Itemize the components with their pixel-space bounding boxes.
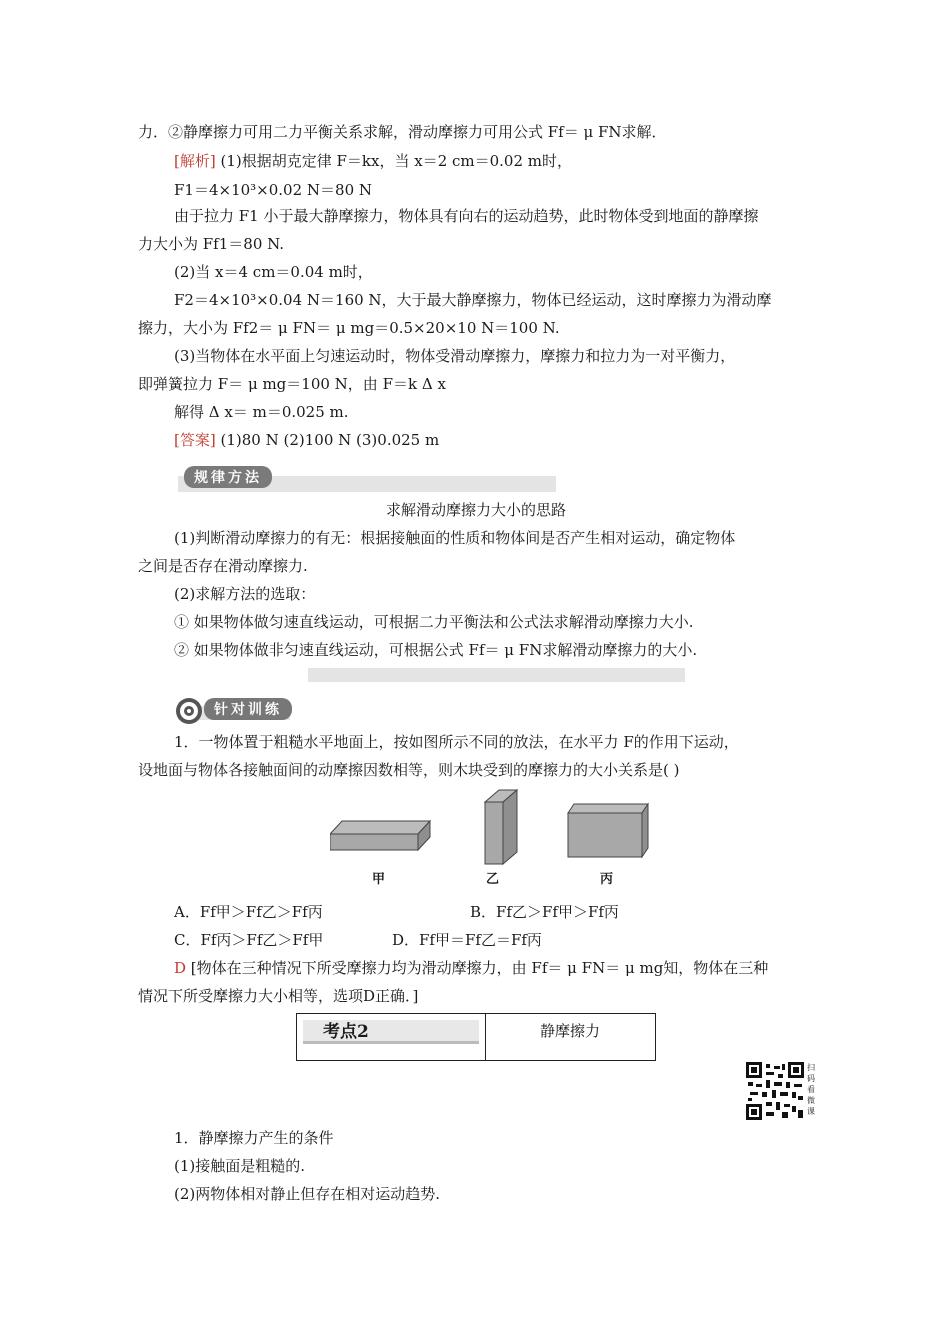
text-line: (1)接触面是粗糙的. (174, 1157, 306, 1175)
training-tag: 针对训练 (204, 698, 292, 720)
text-line: (2)求解方法的选取： (174, 585, 316, 603)
figure-label-jia: 甲 (372, 872, 386, 887)
text-line: (1)判断滑动摩擦力的有无：根据接触面的性质和物体间是否产生相对运动，确定物体 (174, 529, 736, 547)
answer-letter: D (174, 959, 187, 977)
blocks-figure (330, 786, 660, 866)
text-line: (3)当物体在水平面上匀速运动时，物体受滑动摩擦力，摩擦力和拉力为一对平衡力， (174, 347, 736, 365)
text-line: 解得 Δ x＝ m＝0.025 m. (174, 403, 349, 421)
daan-tag: [答案] (174, 431, 216, 449)
text-line: 力大小为 Ff1＝80 N. (138, 235, 285, 253)
figure-label-bing: 丙 (600, 872, 614, 887)
text-line: 由于拉力 F1 小于最大静摩擦力，物体具有向右的运动趋势，此时物体受到地面的静摩擦 (174, 207, 759, 225)
text-line: 1．静摩擦力产生的条件 (174, 1129, 334, 1147)
text-line: F1＝4×10³×0.02 N＝80 N (174, 181, 373, 199)
text-span: (1)根据胡克定律 F＝kx，当 x＝2 cm＝0.02 m时， (215, 152, 573, 170)
text-line: ① 如果物体做匀速直线运动，可根据二力平衡法和公式法求解滑动摩擦力大小. (174, 613, 694, 631)
method-title: 求解滑动摩擦力大小的思路 (385, 501, 566, 519)
answer-text: [物体在三种情况下所受摩擦力均为滑动摩擦力，由 Ff＝ μ FN＝ μ mg知，物体在三种 (186, 959, 769, 977)
method-end-bar (308, 668, 685, 682)
kaodian-tag: 考点2 (303, 1020, 479, 1044)
text-line (174, 151, 572, 171)
text-line: (2)两物体相对静止但存在相对运动趋势. (174, 1185, 441, 1203)
text-span: (1)80 N (2)100 N (3)0.025 m (215, 431, 440, 449)
text-line: 即弹簧拉力 F＝ μ mg＝100 N，由 F＝k Δ x (138, 375, 446, 393)
figure-label-yi: 乙 (486, 872, 500, 887)
block-bing (568, 804, 648, 857)
option-c: C．Ff丙＞Ff乙＞Ff甲 (174, 931, 324, 949)
text-line: 力．②静摩擦力可用二力平衡关系求解，滑动摩擦力可用公式 Ff＝ μ FN求解． (138, 123, 667, 141)
qr-caption: 扫码看微课 (807, 1063, 815, 1116)
option-b: B．Ff乙＞Ff甲＞Ff丙 (470, 903, 619, 921)
option-a: A．Ff甲＞Ff乙＞Ff丙 (174, 903, 323, 921)
answer-line: 情况下所受摩擦力大小相等，选项D正确．] (138, 987, 419, 1005)
text-line: 之间是否存在滑动摩擦力. (138, 557, 308, 575)
answer-line (174, 958, 768, 978)
option-d: D．Ff甲＝Ff乙＝Ff丙 (392, 931, 542, 949)
target-icon (174, 696, 204, 726)
text-line (174, 430, 439, 450)
kaodian-left (297, 1014, 486, 1060)
text-line: ② 如果物体做非匀速直线运动，可根据公式 Ff＝ μ FN求解滑动摩擦力的大小. (174, 641, 698, 659)
text-line: F2＝4×10³×0.04 N＝160 N，大于最大静摩擦力，物体已经运动，这时摩擦力为滑动摩 (174, 291, 772, 309)
question-line: 1．一物体置于粗糙水平地面上，按如图所示不同的放法，在水平力 F的作用下运动， (174, 733, 739, 751)
block-yi (485, 790, 517, 864)
block-jia (330, 821, 430, 850)
kaodian-title: 静摩擦力 (539, 1022, 600, 1040)
text-line: (2)当 x＝4 cm＝0.04 m时， (174, 263, 373, 281)
question-line: 设地面与物体各接触面间的动摩擦因数相等，则木块受到的摩擦力的大小关系是( ) (138, 761, 680, 779)
kaodian-box (296, 1013, 656, 1061)
jiexi-tag: [解析] (174, 152, 216, 170)
method-tag: 规律方法 (184, 466, 272, 488)
text-line: 擦力，大小为 Ff2＝ μ FN＝ μ mg＝0.5×20×10 N＝100 N. (138, 319, 560, 337)
qr-code-icon (746, 1062, 804, 1120)
